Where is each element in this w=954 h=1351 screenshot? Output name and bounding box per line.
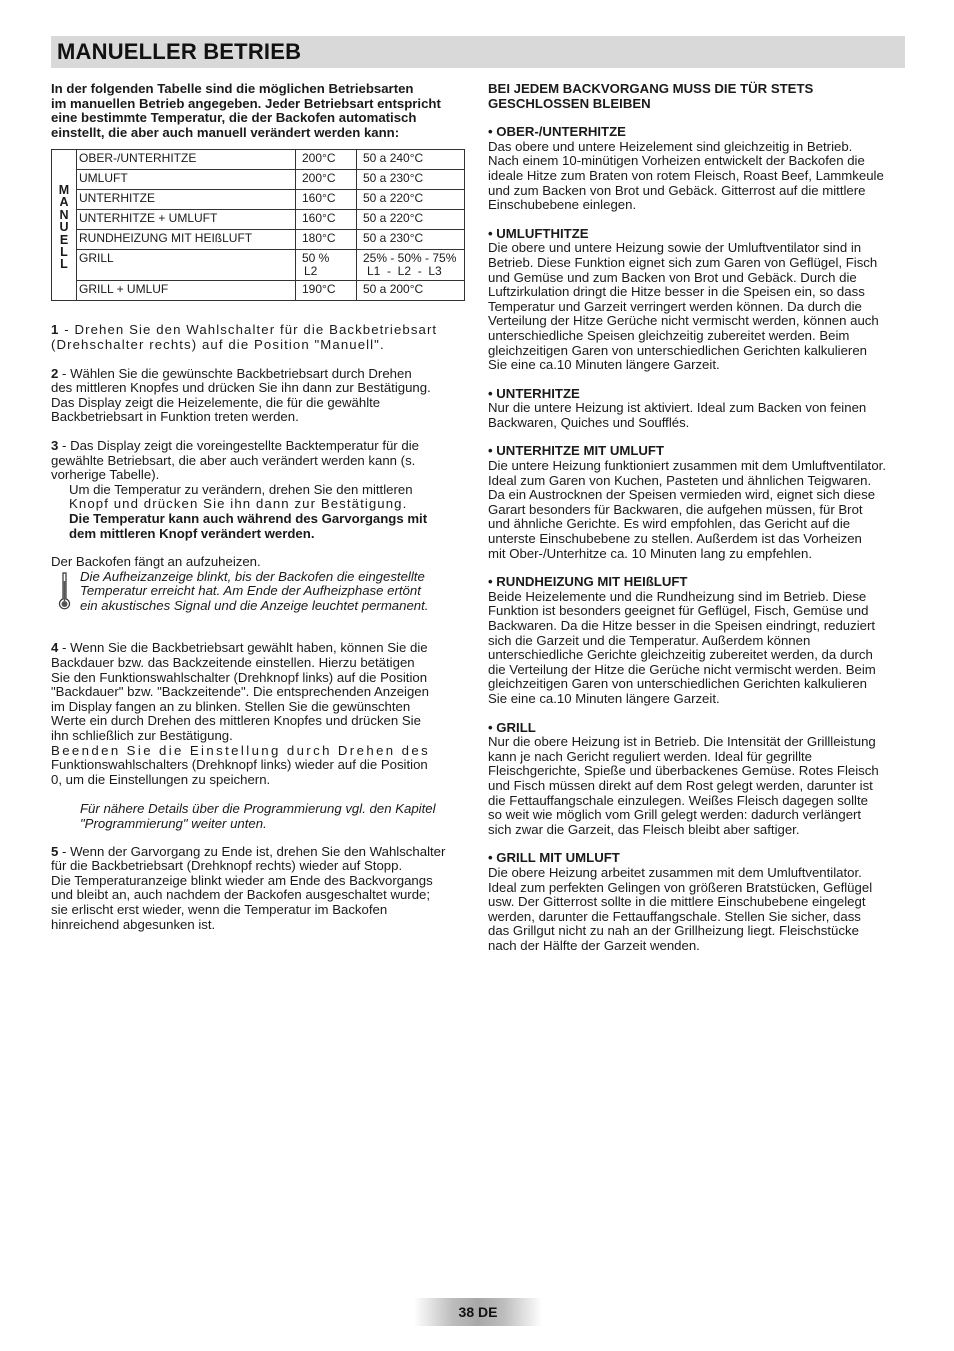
section-text: Nur die obere Heizung ist in Betrieb. Die Intensität der Grillleistung	[488, 734, 876, 750]
note-line: Für nähere Details über die Programmierung vgl. den Kapitel	[80, 801, 436, 817]
section-rundheizung	[488, 575, 906, 706]
step-text: Backbetriebsart in Funktion treten werden.	[51, 409, 299, 425]
section-text: Da ein Austrocknen der Speisen vermieden wird, eignet sich diese	[488, 487, 876, 503]
page-number: 38 DE	[458, 1304, 498, 1320]
step-text: ihn schließlich zur Bestätigung.	[51, 728, 233, 744]
step-text: vorherige Tabelle).	[51, 467, 160, 483]
section-text: Luftzirkulation dringt die Hitze besser in die Speisen ein, so dass	[488, 284, 865, 300]
mode-range-cell: 50 a 240°C	[357, 150, 465, 170]
details-note	[51, 802, 459, 831]
step-number: 4	[51, 640, 59, 656]
step-4	[51, 641, 459, 787]
section-text: Fleischgerichte, Spieße und überbackenes Gemüse. Rotes Fleisch	[488, 763, 879, 779]
mode-temp-cell: 160°C	[296, 210, 357, 230]
section-text: unterschiedliche Speisen gleichzeitig zubereitet werden. Beim	[488, 327, 850, 343]
section-heading: • GRILL	[488, 719, 536, 735]
section-text: unterschiedliche Gerichte gleichzeitig zubereitet werden, da durch	[488, 647, 873, 663]
mode-name-cell: UNTERHITZE + UMLUFT	[77, 210, 296, 230]
step-bold-text: Die Temperatur kann auch während des Garvorgangs mit	[69, 510, 428, 526]
intro-line: im manuellen Betrieb angegeben. Jeder Betriebsart entspricht	[51, 95, 441, 111]
step-bold-text: dem mittleren Knopf verändert werden.	[69, 525, 315, 541]
section-text: Verteilung der Hitze Gerüche nicht vermischt werden, können auch	[488, 313, 879, 329]
section-text: nach der Hälfte der Garzeit wenden.	[488, 937, 700, 953]
section-text: Betrieb. Diese Funktion eignet sich zum Garen von Geflügel, Fisch	[488, 254, 878, 270]
section-text: und Fisch müssen direkt auf dem Rost gelegt werden, darunter ist	[488, 777, 873, 793]
mode-range-cell: 50 a 220°C	[357, 190, 465, 210]
step-text: - Das Display zeigt die voreingestellte Backtemperatur für die	[58, 437, 419, 453]
section-text: so weit wie möglich vom Grill gelegt werden: dadurch verlängert	[488, 807, 862, 823]
section-text: Nach einem 10-minütigen Vorheizen entwickelt der Backofen die	[488, 153, 865, 169]
mode-temp-cell: 200°C	[296, 170, 357, 190]
step-text: - Drehen Sie den Wahlschalter für die Backbetriebsart	[59, 322, 438, 338]
mode-temp-cell: 160°C	[296, 190, 357, 210]
step-5	[51, 845, 459, 933]
table-row	[52, 190, 465, 210]
step-text: des mittleren Knopfes und drücken Sie ihn dann zur Bestätigung.	[51, 380, 431, 396]
mode-range-cell: 50 a 220°C	[357, 210, 465, 230]
section-grill-mit-umluft	[488, 851, 906, 953]
section-text: Ideal zum perfekten Gelingen von größeren Bratstücken, Geflügel	[488, 879, 873, 895]
mode-temp-cell: 50 % L2	[296, 250, 357, 281]
section-text: sich zwar die Garzeit, das Fleisch bleibt aber saftiger.	[488, 821, 800, 837]
modes-table	[51, 149, 465, 301]
section-text: sich die Garzeit und die Temperatur. Außerdem können	[488, 632, 811, 648]
section-unterhitze-mit-umluft	[488, 444, 906, 561]
section-text: und Gemüse und zum Backen von Brot und Gebäck. Durch die	[488, 269, 857, 285]
table-row	[52, 210, 465, 230]
note-line: "Programmierung" weiter unten.	[80, 816, 267, 831]
section-text: Garart besonders für Backwaren, die aufgehen müssen, für Brot	[488, 501, 863, 517]
section-grill	[488, 721, 906, 838]
section-heading: • OBER-/UNTERHITZE	[488, 124, 626, 140]
title-bar	[51, 36, 905, 68]
section-text: Ideal zum Garen von Kuchen, Pasteten und ähnlichen Teigwaren.	[488, 472, 872, 488]
step-text: hinreichend abgesunken ist.	[51, 916, 216, 932]
right-column	[488, 82, 906, 953]
mode-temp-cell: 190°C	[296, 281, 357, 301]
left-column	[51, 82, 459, 932]
section-text: kann je nach Gericht reguliert werden. Ideal für gegrillte	[488, 748, 813, 764]
step-text: und bleibt an, auch nachdem der Backofen ausgeschaltet wurde;	[51, 887, 431, 903]
section-text: Temperatur und Garzeit verringert werden können. Da durch die	[488, 298, 862, 314]
note-line: ein akustisches Signal und die Anzeige leuchtet permanent.	[80, 597, 429, 613]
preheat-text: Der Backofen fängt an aufzuheizen.	[51, 554, 261, 570]
section-text: und ähnliche Gerichte. Es wird empfohlen, das Gericht auf die	[488, 516, 851, 532]
mode-name-cell: OBER-/UNTERHITZE	[77, 150, 296, 170]
section-text: usw. Der Gitterrost sollte in die mittlere Einschubebene eingelegt	[488, 894, 866, 910]
step-2	[51, 367, 459, 425]
mode-range-cell: 50 a 200°C	[357, 281, 465, 301]
step-text: - Wenn der Garvorgang zu Ende ist, drehen Sie den Wahlschalter	[58, 843, 446, 859]
step-text: sie erlischt erst wieder, wenn die Temperatur im Backofen	[51, 901, 388, 917]
table-row	[52, 250, 465, 281]
thermometer-icon	[56, 571, 72, 613]
intro-line: eine bestimmte Temperatur, die der Backofen automatisch	[51, 110, 417, 126]
section-heading: • RUNDHEIZUNG MIT HEIßLUFT	[488, 574, 688, 590]
step-text: Backdauer bzw. das Backzeitende einstellen. Hierzu betätigen	[51, 655, 415, 671]
step-text: (Drehschalter rechts) auf die Position "Manuell".	[51, 336, 385, 352]
page-number-bar	[414, 1298, 542, 1326]
step-text: - Wählen Sie die gewünschte Backbetriebsart durch Drehen	[58, 365, 412, 381]
section-text: Das obere und untere Heizelement sind gleichzeitig in Betrieb.	[488, 138, 853, 154]
section-umlufthitze	[488, 227, 906, 373]
section-text: Sie eine ca.10 Minuten längere Garzeit.	[488, 357, 720, 373]
table-row	[52, 230, 465, 250]
mode-range-cell: 25% - 50% - 75% L1 - L2 - L3	[357, 250, 465, 281]
section-heading: • UNTERHITZE	[488, 385, 580, 401]
step-text: Um die Temperatur zu verändern, drehen Sie den mittleren	[69, 481, 413, 497]
section-text: Einschubebene einlegen.	[488, 197, 637, 213]
step-number: 1	[51, 322, 60, 338]
mode-name-cell: GRILL	[77, 250, 296, 281]
step-number: 3	[51, 437, 59, 453]
intro-line: In der folgenden Tabelle sind die möglichen Betriebsarten	[51, 81, 414, 96]
section-text: Backwaren. Da die Hitze besser in die Speisen eindringt, reduziert	[488, 618, 876, 633]
section-heading: • GRILL MIT UMLUFT	[488, 850, 620, 866]
step-text: gewählte Betriebsart, die aber auch verändert werden kann (s.	[51, 452, 416, 468]
step-text: - Wenn Sie die Backbetriebsart gewählt haben, können Sie die	[58, 640, 428, 656]
step-text: Das Display zeigt die Heizelemente, die für die gewählte	[51, 394, 381, 410]
step-text: Funktionswahlschalters (Drehknopf links) wieder auf die Position	[51, 757, 428, 773]
mode-name-cell: RUNDHEIZUNG MIT HEIßLUFT	[77, 230, 296, 250]
section-text: Sie eine ca.10 Minuten längere Garzeit.	[488, 690, 720, 706]
door-warning: BEI JEDEM BACKVORGANG MUSS DIE TÜR STETS GESCHLOSSEN BLEIBEN	[488, 81, 814, 111]
step-text: im Display fangen an zu blinken. Stellen Sie die gewünschten	[51, 698, 411, 714]
section-text: werden, darunter die Fettauffangschale. Stellen Sie sicher, dass	[488, 908, 861, 924]
intro-line: einstellt, die aber auch manuell verändert werden kann:	[51, 124, 400, 140]
section-text: Die untere Heizung funktioniert zusammen mit dem Umluftventilator.	[488, 458, 886, 474]
intro-paragraph	[51, 82, 459, 140]
section-text: die Verteilung der Hitze die Gerüche nicht vermischt werden. Beim	[488, 661, 876, 677]
step-number: 2	[51, 365, 59, 381]
section-text: die Fettauffangschale einzulegen. Weißes Fleisch dagegen sollte	[488, 792, 868, 808]
section-ober-unterhitze	[488, 125, 906, 213]
table-row	[52, 281, 465, 301]
section-text: Backwaren, Quiches und Soufflés.	[488, 414, 690, 430]
preheat-note	[51, 570, 459, 614]
page-title: MANUELLER BETRIEB	[57, 39, 302, 64]
table-side-label: M A N U E L L	[52, 150, 77, 301]
step-text: "Backdauer" bzw. "Backzeitende". Die entsprechenden Anzeigen	[51, 684, 429, 700]
mode-range-cell: 50 a 230°C	[357, 170, 465, 190]
step-text: Beenden Sie die Einstellung durch Drehen des	[51, 742, 431, 758]
step-text: Sie den Funktionswahlschalter (Drehknopf links) auf die Position	[51, 669, 428, 685]
step-text: 0, um die Einstellungen zu speichern.	[51, 771, 271, 787]
mode-range-cell: 50 a 230°C	[357, 230, 465, 250]
step-text: Knopf und drücken Sie ihn dann zur Bestätigung.	[69, 496, 408, 512]
section-text: Funktion ist besonders geeignet für Geflügel, Fisch, Gemüse und	[488, 603, 869, 619]
mode-name-cell: UNTERHITZE	[77, 190, 296, 210]
section-text: gleichzeitigen Garen von unterschiedlichen Gerichten kalkulieren	[488, 676, 867, 692]
mode-name-cell: GRILL + UMLUF	[77, 281, 296, 301]
section-text: Die obere und untere Heizung sowie der Umluftventilator sind in	[488, 240, 862, 256]
section-text: gleichzeitigen Garen von unterschiedlichen Gerichten kalkulieren	[488, 342, 867, 358]
section-text: Beide Heizelemente und die Rundheizung sind im Betrieb. Diese	[488, 588, 867, 604]
section-heading: • UNTERHITZE MIT UMLUFT	[488, 443, 665, 459]
step-text: für die Backbetriebsart (Drehknopf rechts) wieder auf Stopp.	[51, 858, 403, 874]
table-row	[52, 150, 465, 170]
section-text: unterste Einschubebene zu stellen. Außerdem ist das Vorheizen	[488, 531, 862, 547]
section-text: und zum Backen von Brot und Gebäck. Gitterrost auf die mittlere	[488, 182, 866, 198]
table-row	[52, 170, 465, 190]
section-heading: • UMLUFTHITZE	[488, 225, 589, 241]
section-text: Nur die untere Heizung ist aktiviert. Ideal zum Backen von feinen	[488, 400, 867, 416]
mode-name-cell: UMLUFT	[77, 170, 296, 190]
section-text: das Grillgut nicht zu nah an der Grillheizung liegt. Fleischstücke	[488, 923, 859, 939]
section-text: Die obere Heizung arbeitet zusammen mit dem Umluftventilator.	[488, 864, 862, 880]
note-line: Temperatur erreicht hat. Am Ende der Aufheizphase ertönt	[80, 583, 421, 599]
mode-temp-cell: 180°C	[296, 230, 357, 250]
section-text: ideale Hitze zum Braten von rotem Fleisch, Roast Beef, Lammkeule	[488, 167, 884, 183]
note-line: Die Aufheizanzeige blinkt, bis der Backofen die eingestellte	[80, 568, 425, 584]
mode-temp-cell: 200°C	[296, 150, 357, 170]
section-unterhitze	[488, 387, 906, 431]
step-1	[51, 323, 459, 352]
step-text: Werte ein durch Drehen des mittleren Knopfes und drücken Sie	[51, 713, 421, 729]
step-number: 5	[51, 843, 59, 859]
step-3	[51, 439, 459, 541]
section-text: mit Ober-/Unterhitze ca. 10 Minuten lang zu empfehlen.	[488, 545, 812, 561]
step-text: Die Temperaturanzeige blinkt wieder am Ende des Backvorgangs	[51, 872, 433, 888]
